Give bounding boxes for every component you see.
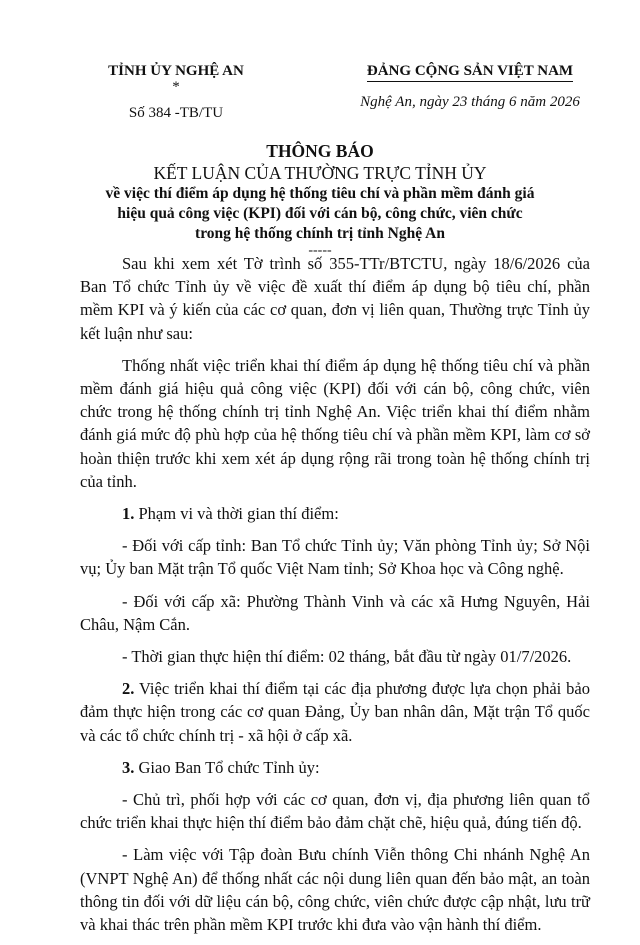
issuer-block — [70, 62, 282, 123]
agreement-paragraph: Thống nhất việc triển khai thí điểm áp dụng hệ thống tiêu chí và phần mềm đánh giá hiệu quả công việc (KPI) đối với cán bộ, công chức, viên chức trong hệ thống chính trị tỉnh Nghệ An. Việc triển khai thí điểm nhằm đánh giá mức độ phù hợp của hệ thống tiêu chí và phần mềm KPI, làm cơ sở hoàn thiện trước khi xem xét áp dụng rộng rãi trong toàn hệ thống chính trị của tỉnh. — [80, 355, 590, 491]
section-1-heading — [80, 502, 590, 525]
section-1-title: Phạm vi và thời gian thí điểm: — [134, 504, 339, 524]
title-block — [0, 140, 640, 258]
intro-paragraph: Sau khi xem xét Tờ trình số 355-TTr/BTCTU, ngày 18/6/2026 của Ban Tổ chức Tỉnh ủy về việc đề xuất thí điểm áp dụng bộ tiêu chí, phần mềm KPI và ý kiến của các cơ quan, đơn vị liên quan, Thường trực Tỉnh ủy kết luận như sau: — [80, 254, 590, 343]
document-body — [80, 252, 590, 945]
section-3-heading — [80, 756, 590, 779]
section-2-number: 2. — [122, 679, 135, 699]
document-subject: KẾT LUẬN CỦA THƯỜNG TRỰC TỈNH ỦY — [153, 163, 487, 183]
section-3-number: 3. — [122, 757, 135, 777]
place-date: Nghệ An, ngày 23 tháng 6 năm 2026 — [360, 94, 580, 110]
title-divider: ----- — [308, 243, 332, 258]
section-3-item-coordinate: - Chủ trì, phối hợp với các cơ quan, đơn vị, địa phương liên quan tổ chức triển khai thực hiện thí điểm bảo đảm chặt chẽ, hiệu quả, đúng tiến độ. — [80, 790, 590, 833]
section-2-paragraph — [80, 677, 590, 747]
party-block — [340, 62, 600, 112]
issuer-name: TỈNH ỦY NGHỆ AN — [108, 63, 244, 79]
section-1-item-duration: - Thời gian thực hiện thí điểm: 02 tháng, bắt đầu từ ngày 01/7/2026. — [122, 647, 572, 667]
document-number: Số 384 -TB/TU — [128, 105, 224, 121]
section-2-text: Việc triển khai thí điểm tại các địa phương được lựa chọn phải bảo đảm thực hiện trong các cơ quan Đảng, Ủy ban nhân dân, Mặt trận Tổ quốc và các tổ chức chính trị - xã hội ở cấp xã. — [80, 679, 590, 745]
subject-line-1: về việc thí điểm áp dụng hệ thống tiêu chí và phần mềm đánh giá — [105, 185, 535, 202]
document-type: THÔNG BÁO — [266, 141, 374, 161]
section-3-item-vnpt: - Làm việc với Tập đoàn Bưu chính Viễn thông Chi nhánh Nghệ An (VNPT Nghệ An) để thống nhất các nội dung liên quan đến bảo mật, an toàn thông tin đối với dữ liệu cán bộ, công chức, viên chức được cập nhật, lưu trữ và khai thác trên phần mềm KPI trước khi đưa vào vận hành thí điểm. — [80, 845, 590, 935]
subject-line-2: hiệu quả công việc (KPI) đối với cán bộ, công chức, viên chức — [117, 205, 523, 222]
party-name: ĐẢNG CỘNG SẢN VIỆT NAM — [367, 62, 573, 82]
issuer-star: * — [172, 79, 180, 95]
section-1-item-commune: - Đối với cấp xã: Phường Thành Vinh và các xã Hưng Nguyên, Hải Châu, Nậm Cắn. — [80, 591, 590, 634]
section-1-number: 1. — [122, 504, 135, 524]
section-1-item-province: - Đối với cấp tỉnh: Ban Tổ chức Tỉnh ủy; Văn phòng Tỉnh ủy; Sở Nội vụ; Ủy ban Mặt trận Tổ quốc Việt Nam tỉnh; Sở Khoa học và Công nghệ. — [80, 536, 590, 579]
subject-line-3: trong hệ thống chính trị tỉnh Nghệ An — [195, 225, 445, 242]
section-3-title: Giao Ban Tổ chức Tỉnh ủy: — [134, 757, 320, 777]
